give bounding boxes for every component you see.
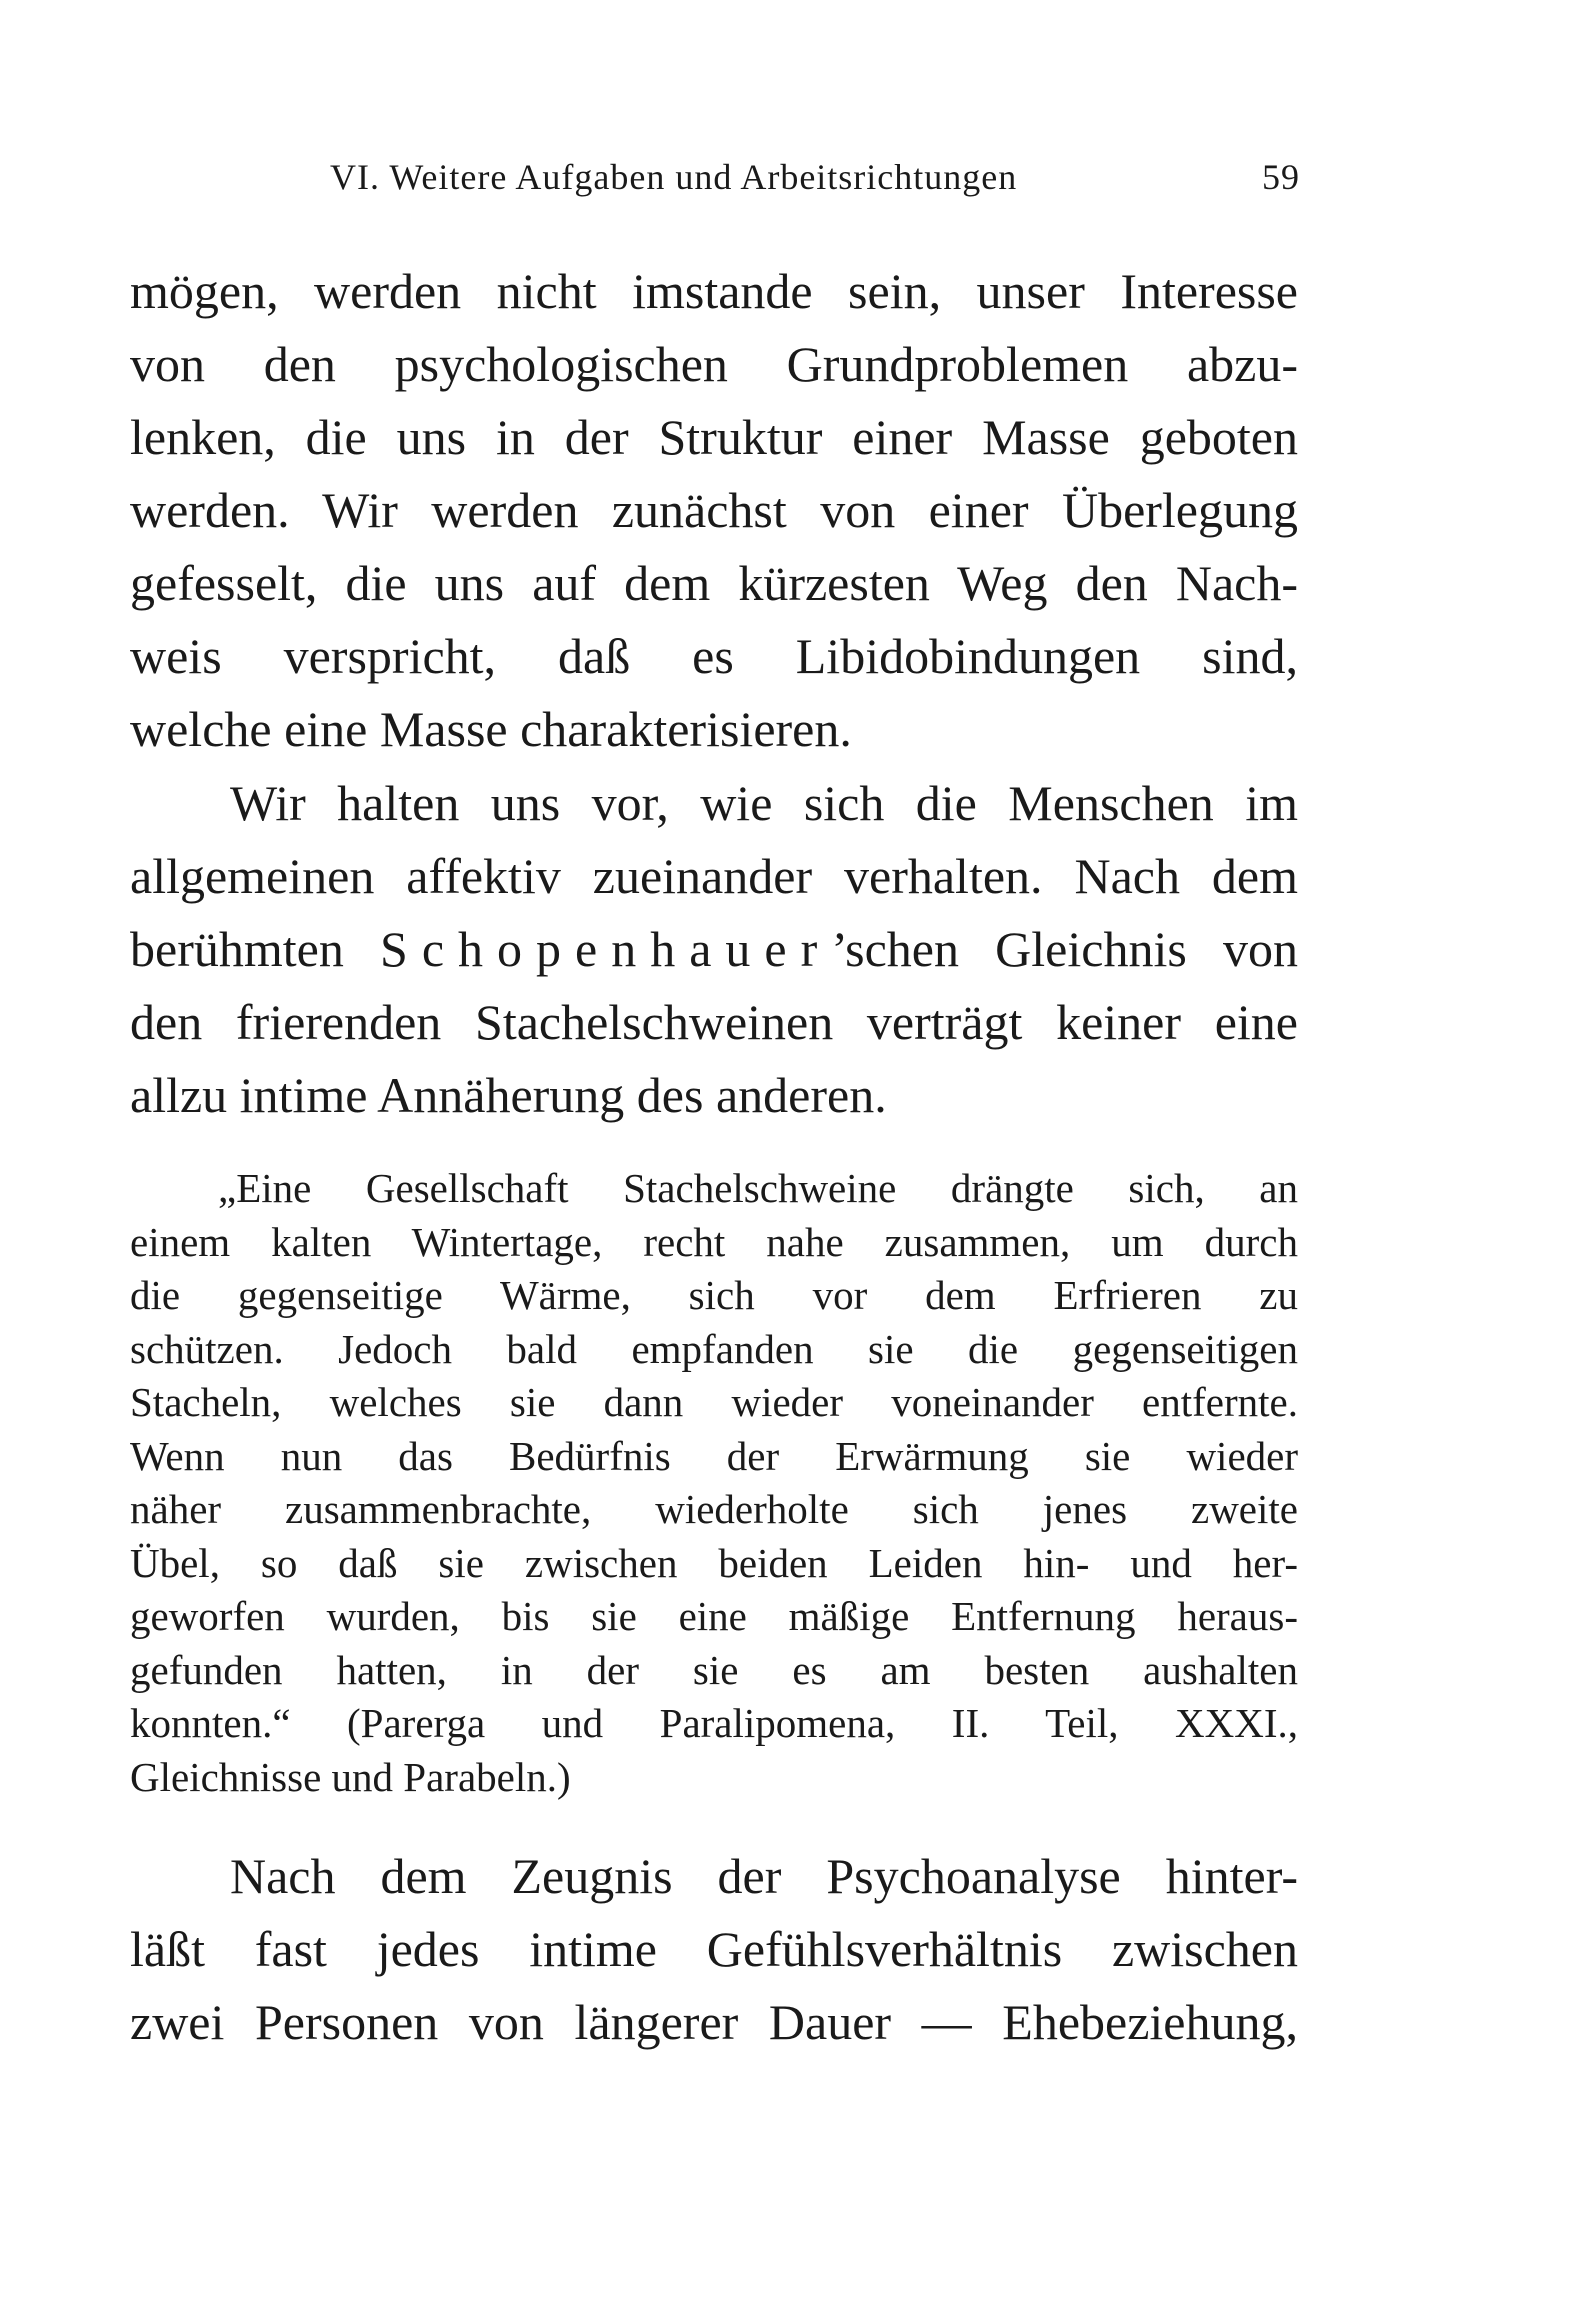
text-line: von den psychologischen Grundproblemen abzu-	[130, 336, 1298, 392]
text-line: den frierenden Stachelschweinen verträgt keiner eine	[130, 994, 1298, 1050]
text-fragment: berühmten	[130, 921, 381, 977]
quote-line: einem kalten Wintertage, recht nahe zusammen, um durch	[130, 1218, 1298, 1265]
text-line: mögen, werden nicht imstande sein, unser Interesse	[130, 263, 1298, 319]
text-line: werden. Wir werden zunächst von einer Überlegung	[130, 482, 1298, 538]
text-line: zwei Personen von längerer Dauer — Ehebeziehung,	[130, 1994, 1298, 2050]
paragraph-2	[130, 767, 1298, 1132]
quote-line: Gleichnisse und Parabeln.)	[130, 1753, 571, 1800]
chapter-title: VI. Weitere Aufgaben und Arbeitsrichtungen	[330, 157, 1018, 197]
text-line: welche eine Masse charakterisieren.	[130, 701, 852, 757]
spaced-name-schopenhauer: Schopenhauer	[380, 921, 832, 977]
text-line-with-name	[130, 913, 1298, 986]
quote-line: „Eine Gesellschaft Stachelschweine drängte sich, an	[218, 1165, 1298, 1211]
page-number: 59	[1262, 157, 1300, 197]
quote-line: Wenn nun das Bedürfnis der Erwärmung sie wieder	[130, 1432, 1298, 1479]
text-line: gefesselt, die uns auf dem kürzesten Weg den Nach-	[130, 555, 1298, 611]
text-line: allzu intime Annäherung des anderen.	[130, 1067, 887, 1123]
block-quote	[130, 1162, 1298, 1804]
text-line: läßt fast jedes intime Gefühlsverhältnis zwischen	[130, 1921, 1298, 1977]
quote-line: konnten.“ (Parerga und Paralipomena, II. Teil, XXXI.,	[130, 1700, 1298, 1746]
quote-line: die gegenseitige Wärme, sich vor dem Erfrieren zu	[130, 1272, 1298, 1318]
quote-line: schützen. Jedoch bald empfanden sie die gegenseitigen	[130, 1325, 1298, 1372]
text-line: Wir halten uns vor, wie sich die Menschen im	[230, 775, 1298, 831]
quote-line: gefunden hatten, in der sie es am besten aushalten	[130, 1646, 1298, 1693]
running-header	[320, 150, 1300, 210]
quote-line: geworfen wurden, bis sie eine mäßige Entfernung heraus-	[130, 1593, 1298, 1639]
text-line: allgemeinen affektiv zueinander verhalten. Nach dem	[130, 848, 1298, 904]
quote-line: näher zusammenbrachte, wiederholte sich jenes zweite	[130, 1486, 1298, 1532]
text-fragment: ’schen Gleichnis von	[831, 921, 1298, 977]
text-line: Nach dem Zeugnis der Psychoanalyse hinter-	[230, 1848, 1298, 1904]
paragraph-3	[130, 1840, 1298, 2059]
quote-line: Übel, so daß sie zwischen beiden Leiden hin- und her-	[130, 1539, 1298, 1586]
text-line: weis verspricht, daß es Libidobindungen sind,	[130, 628, 1298, 684]
text-line: lenken, die uns in der Struktur einer Masse geboten	[130, 409, 1298, 465]
quote-line: Stacheln, welches sie dann wieder voneinander entfernte.	[130, 1379, 1298, 1425]
paragraph-1	[130, 255, 1298, 766]
